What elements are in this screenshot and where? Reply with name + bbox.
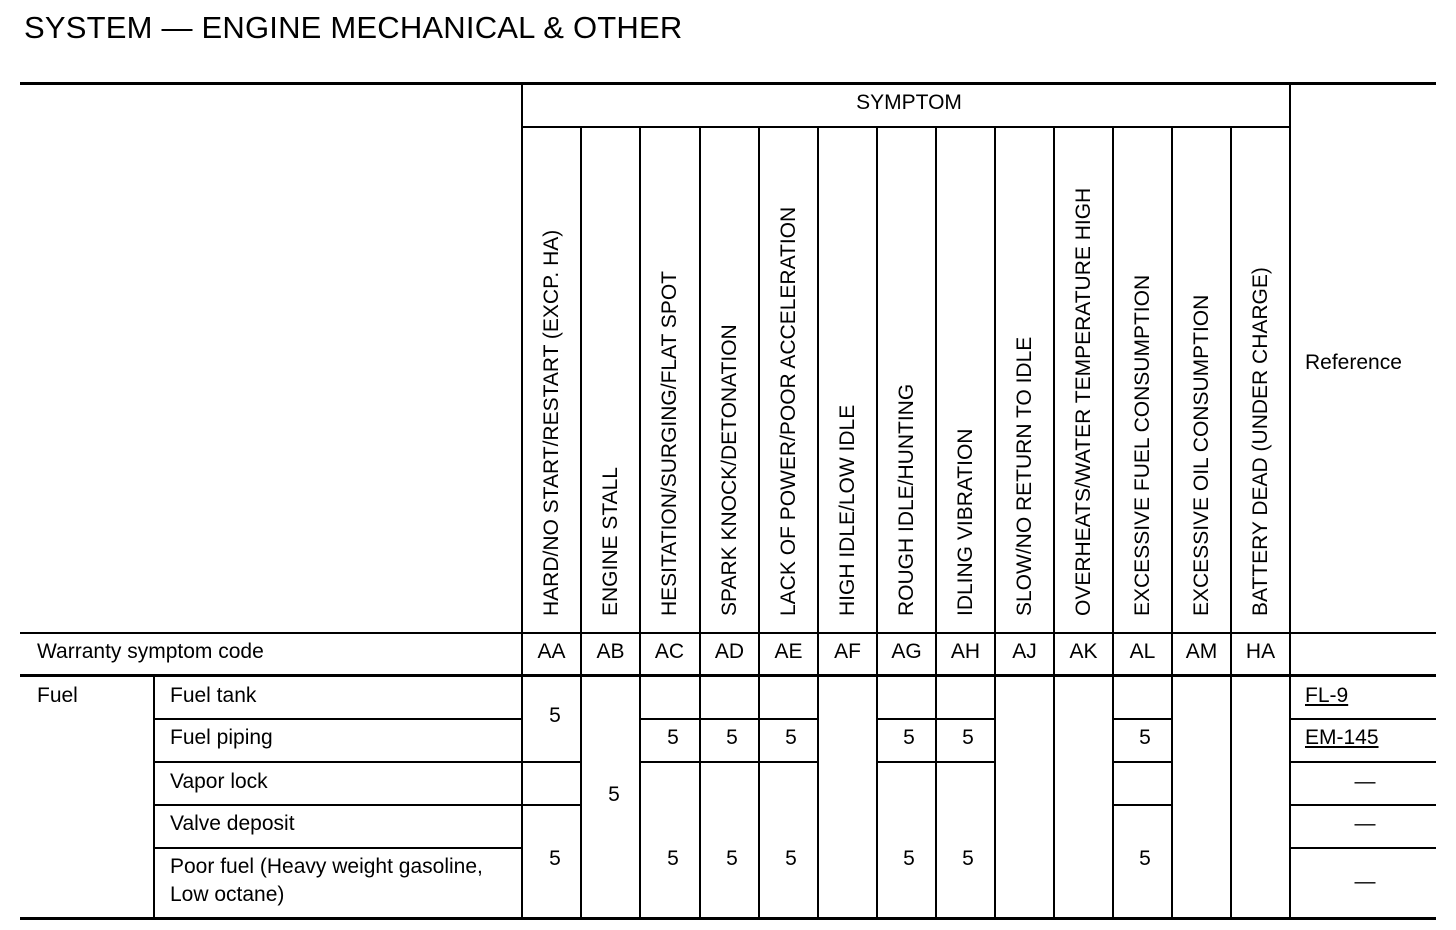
row-separator [1290, 847, 1436, 849]
row-separator [1113, 761, 1172, 763]
column-rule [817, 126, 819, 919]
column-rule [935, 126, 937, 919]
row-separator [1290, 718, 1436, 720]
reference-link-fl-9[interactable]: FL-9 [1305, 684, 1349, 707]
row-item-fuel-piping: Fuel piping [170, 726, 273, 749]
row-item-valve-deposit: Valve deposit [170, 812, 295, 835]
symptom-header-aa: HARD/NO START/RESTART (EXCP. HA) [539, 229, 563, 616]
column-rule [1171, 126, 1173, 919]
group-label-fuel: Fuel [37, 684, 78, 707]
mark-piping-ae: 5 [785, 726, 797, 749]
warranty-code-am: AM [1185, 640, 1218, 663]
symptom-header-ab: ENGINE STALL [598, 467, 622, 616]
reference-header: Reference [1305, 351, 1402, 374]
column-rule [1230, 126, 1232, 919]
symptom-header: SYMPTOM [856, 91, 962, 114]
column-rule [1112, 126, 1114, 919]
symptom-header-al: EXCESSIVE FUEL CONSUMPTION [1130, 274, 1154, 616]
warranty-code-ab: AB [596, 640, 625, 663]
mark-poor-fuel-ae: 5 [785, 847, 797, 870]
mark-piping-ag: 5 [903, 726, 915, 749]
row-item-vapor-lock: Vapor lock [170, 770, 268, 793]
row-separator [1290, 761, 1436, 763]
warranty-code-label: Warranty symptom code [37, 640, 264, 663]
column-rule [639, 126, 641, 919]
row-separator [640, 761, 818, 763]
symptom-header-rule [522, 126, 1290, 128]
symptom-header-af: HIGH IDLE/LOW IDLE [835, 404, 859, 616]
mark-poor-fuel-al: 5 [1139, 847, 1151, 870]
row-separator [1113, 718, 1172, 720]
symptom-header-ad: SPARK KNOCK/DETONATION [717, 324, 741, 616]
row-separator [153, 847, 522, 849]
mark-poor-fuel-ah: 5 [962, 847, 974, 870]
warranty-code-ak: AK [1069, 640, 1098, 663]
mark-ab-merged: 5 [608, 783, 620, 806]
mark-piping-ah: 5 [962, 726, 974, 749]
code-row-top-rule [20, 632, 1436, 634]
symptom-header-ac: HESITATION/SURGING/FLAT SPOT [657, 271, 681, 616]
row-separator [640, 718, 818, 720]
column-rule [876, 126, 878, 919]
mark-aa-deposit-poor: 5 [549, 847, 561, 870]
warranty-code-aa: AA [537, 640, 566, 663]
mark-poor-fuel-ac: 5 [667, 847, 679, 870]
warranty-code-ag: AG [891, 640, 922, 663]
reference-valve-deposit: — [1354, 812, 1376, 835]
symptom-header-ak: OVERHEATS/WATER TEMPERATURE HIGH [1071, 187, 1095, 616]
warranty-code-af: AF [834, 640, 861, 663]
warranty-code-ah: AH [950, 640, 981, 663]
mark-aa-tank-piping: 5 [549, 704, 561, 727]
symptom-header-ag: ROUGH IDLE/HUNTING [894, 383, 918, 616]
column-rule [994, 126, 996, 919]
mark-piping-ad: 5 [726, 726, 738, 749]
column-rule [521, 84, 523, 919]
bottom-rule [20, 917, 1436, 920]
row-separator [153, 761, 581, 763]
column-rule [580, 126, 582, 919]
symptom-header-ah: IDLING VIBRATION [953, 428, 977, 616]
mark-piping-al: 5 [1139, 726, 1151, 749]
row-item-poor-fuel: Poor fuel (Heavy weight gasoline, [170, 855, 483, 878]
column-rule [699, 126, 701, 919]
warranty-code-aj: AJ [1012, 640, 1037, 663]
column-rule [758, 126, 760, 919]
symptom-header-aj: SLOW/NO RETURN TO IDLE [1012, 336, 1036, 616]
warranty-code-ad: AD [714, 640, 745, 663]
symptom-header-ha: BATTERY DEAD (UNDER CHARGE) [1248, 267, 1272, 616]
warranty-code-ha: HA [1245, 640, 1276, 663]
reference-link-em-145[interactable]: EM-145 [1305, 726, 1379, 749]
mark-poor-fuel-ad: 5 [726, 847, 738, 870]
warranty-code-ae: AE [774, 640, 803, 663]
symptom-header-am: EXCESSIVE OIL CONSUMPTION [1189, 294, 1213, 616]
row-item-fuel-tank: Fuel tank [170, 684, 257, 707]
page-title: SYSTEM — ENGINE MECHANICAL & OTHER [24, 10, 683, 45]
column-rule [1053, 126, 1055, 919]
reference-vapor-lock: — [1354, 770, 1376, 793]
warranty-code-al: AL [1129, 640, 1156, 663]
row-separator [153, 804, 581, 806]
row-item-poor-fuel-line2: Low octane) [170, 883, 285, 906]
row-separator [1113, 804, 1172, 806]
code-row-bottom-rule [20, 674, 1436, 677]
symptom-header-ae: LACK OF POWER/POOR ACCELERATION [776, 206, 800, 616]
reference-poor-fuel: — [1354, 870, 1376, 893]
item-column-rule [153, 676, 155, 919]
mark-piping-ac: 5 [667, 726, 679, 749]
row-separator [1290, 804, 1436, 806]
reference-column-rule [1289, 84, 1291, 919]
warranty-code-ac: AC [654, 640, 685, 663]
top-rule [20, 82, 1436, 85]
mark-poor-fuel-ag: 5 [903, 847, 915, 870]
row-separator [153, 718, 522, 720]
